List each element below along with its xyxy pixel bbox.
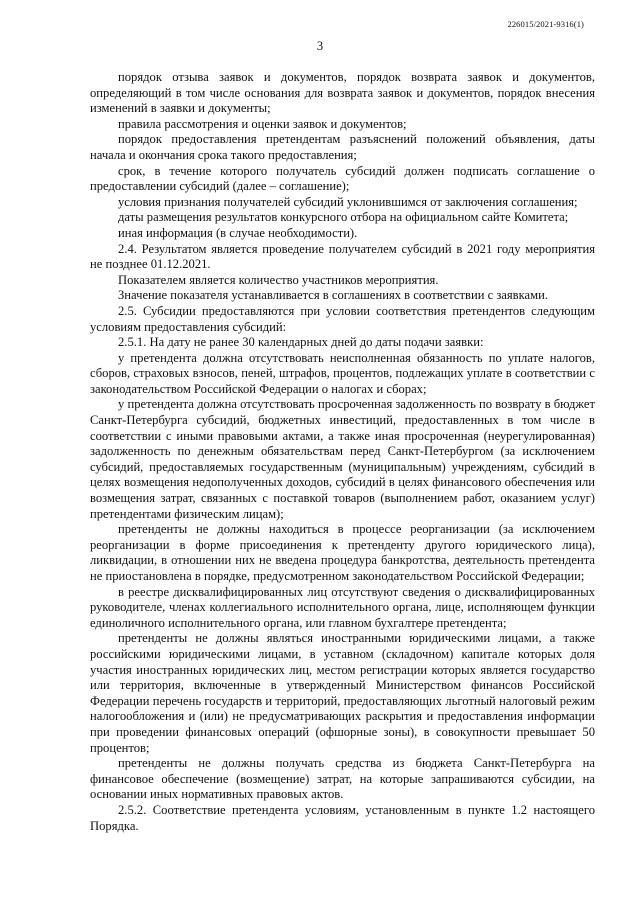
- document-registration-code: 226015/2021-9316(1): [507, 19, 584, 29]
- paragraph: Значение показателя устанавливается в соглашениях в соответствии с заявками.: [118, 288, 549, 303]
- document-body: [90, 70, 595, 834]
- paragraph: в реестре дисквалифицированных лиц отсутствуют сведения о дисквалифицированных руководителе, членах коллегиального исполнительного органа, лице, исполняющем функции единоличного исполнительного органа, или главном бухгалтере претендента;: [90, 584, 595, 630]
- paragraph: правила рассмотрения и оценки заявок и документов;: [118, 116, 407, 131]
- page-number: 3: [316, 39, 324, 53]
- paragraph: претенденты не должны являться иностранными юридическими лицами, а также российскими юридическими лицами, в уставном (складочном) капитале которых доля участия иностранных юридических лиц, местом регистрации которых является государство или территория, включенные в утвержденный Министерством финансов Российской Федерации перечень государств и территорий, предоставляющих льготный налоговый режим налогообложения и (или) не предусматривающих раскрытия и предоставления информации при проведении финансовых операций (офшорные зоны), в совокупности превышает 50 процентов;: [90, 631, 595, 755]
- paragraph: у претендента должна отсутствовать просроченная задолженность по возврату в бюджет Санкт-Петербурга субсидий, бюджетных инвестиций, предоставленных в том числе в соответствии с иными правовыми актами, а также иная просроченная (неурегулированная) задолженность по денежным обязательствам перед Санкт-Петербургом (за исключением субсидий, предоставляемых государственным (муниципальным) учреждениям, субсидий в целях возмещения недополученных доходов, субсидий в целях финансового обеспечения или возмещения затрат, связанных с поставкой товаров (выполнением работ, оказанием услуг) претендентами физическим лицам);: [90, 397, 595, 521]
- paragraph: 2.5.1. На дату не ранее 30 календарных дней до даты подачи заявки:: [118, 335, 484, 350]
- paragraph: порядок предоставления претендентам разъяснений положений объявления, даты начала и окончания срока такого предоставления;: [90, 132, 595, 162]
- paragraph: претенденты не должны находиться в процессе реорганизации (за исключением реорганизации в форме присоединения к претенденту другого юридического лица), ликвидации, в отношении них не введена процедура банкротства, деятельность претендента не приостановлена в порядке, предусмотренном законодательством Российской Федерации;: [90, 522, 595, 583]
- paragraph: 2.4. Результатом является проведение получателем субсидий в 2021 году мероприятия не позднее 01.12.2021.: [90, 241, 595, 272]
- paragraph: у претендента должна отсутствовать неисполненная обязанность по уплате налогов, сборов, страховых взносов, пеней, штрафов, процентов, подлежащих уплате в соответствии с законодательством Российской Федерации о налогах и сборах;: [90, 350, 595, 396]
- paragraph: даты размещения результатов конкурсного отбора на официальном сайте Комитета;: [118, 210, 569, 225]
- paragraph: Показателем является количество участников мероприятия.: [118, 272, 439, 287]
- paragraph: претенденты не должны получать средства из бюджета Санкт-Петербурга на финансовое обеспечение (возмещение) затрат, на которые запрашиваются субсидии, на основании иных нормативных правовых актов.: [90, 756, 595, 802]
- paragraph: иная информация (в случае необходимости).: [118, 225, 358, 240]
- paragraph: порядок отзыва заявок и документов, порядок возврата заявок и документов, определяющий в том числе основания для возврата заявок и документов, порядок внесения изменений в заявки и документы;: [90, 70, 595, 116]
- paragraph: условия признания получателей субсидий уклонившимся от заключения соглашения;: [118, 194, 578, 209]
- paragraph: 2.5. Субсидии предоставляются при условии соответствия претендентов следующим условиям предоставления субсидий:: [90, 303, 595, 334]
- paragraph: 2.5.2. Соответствие претендента условиям, установленным в пункте 1.2 настоящего Порядка.: [90, 802, 595, 833]
- paragraph: срок, в течение которого получатель субсидий должен подписать соглашение о предоставлении субсидий (далее – соглашение);: [90, 163, 595, 194]
